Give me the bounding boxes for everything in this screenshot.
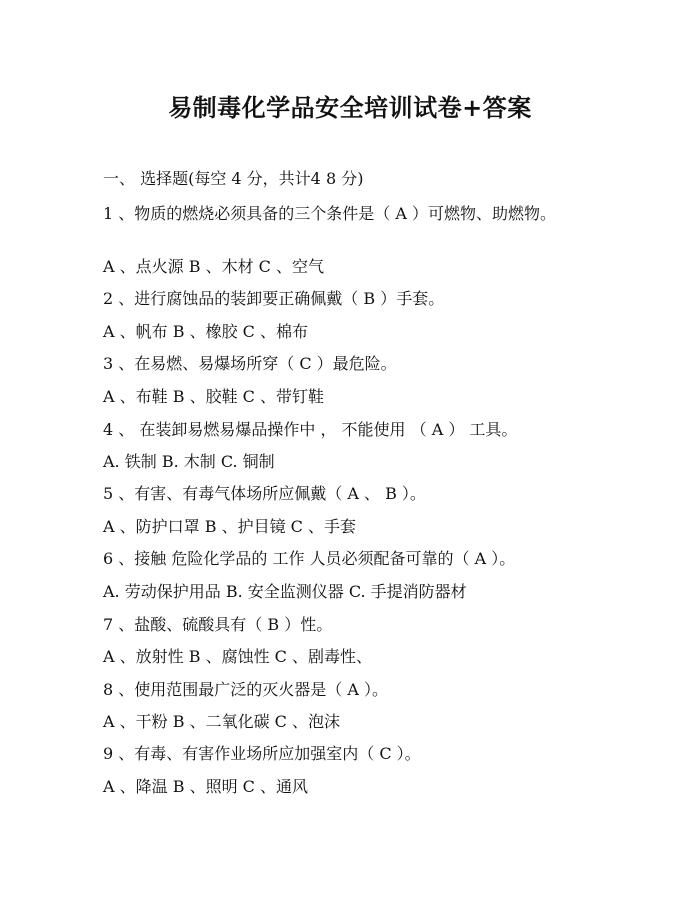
question-6: 6 、接触 危险化学品的 工作 人员必须配备可靠的（ A ）。 [103,549,516,568]
section-heading: 一、 选择题(每空 4 分，共计4 8 分) [103,169,364,188]
question-6-options: A. 劳动保护用品 B. 安全监测仪器 C. 手提消防器材 [103,582,467,601]
question-3-options: A 、布鞋 B 、胶鞋 C 、带钉鞋 [103,387,324,406]
question-5-options: A 、防护口罩 B 、护目镜 C 、手套 [103,517,356,536]
question-9: 9 、有毒、有害作业场所应加强室内（ C ）。 [103,744,421,763]
question-9-options: A 、降温 B 、照明 C 、通风 [103,777,308,796]
question-5: 5 、有害、有毒气体场所应佩戴（ A 、 B ）。 [103,484,426,503]
question-4: 4 、 在装卸易燃易爆品操作中 ， 不能使用 （ A ） 工具。 [103,420,518,439]
question-7: 7 、盐酸、硫酸具有（ B ）性。 [103,615,333,634]
question-2-options: A 、帆布 B 、橡胶 C 、棉布 [103,322,308,341]
document-title: 易制毒化学品安全培训试卷+答案 [168,93,532,122]
question-7-options: A 、放射性 B 、腐蚀性 C 、剧毒性、 [103,647,372,666]
question-2: 2 、进行腐蚀品的装卸要正确佩戴（ B ）手套。 [103,289,445,308]
question-8-options: A 、干粉 B 、二氧化碳 C 、泡沫 [103,712,340,731]
question-8: 8 、使用范围最广泛的灭火器是（ A ）。 [103,680,388,699]
question-3: 3 、在易燃、易爆场所穿（ C ）最危险。 [103,354,397,373]
question-4-options: A. 铁制 B. 木制 C. 铜制 [103,452,275,471]
question-1-options: A 、点火源 B 、木材 C 、空气 [103,257,324,276]
question-1: 1 、物质的燃烧必须具备的三个条件是（ A ）可燃物、助燃物。 [103,204,556,223]
